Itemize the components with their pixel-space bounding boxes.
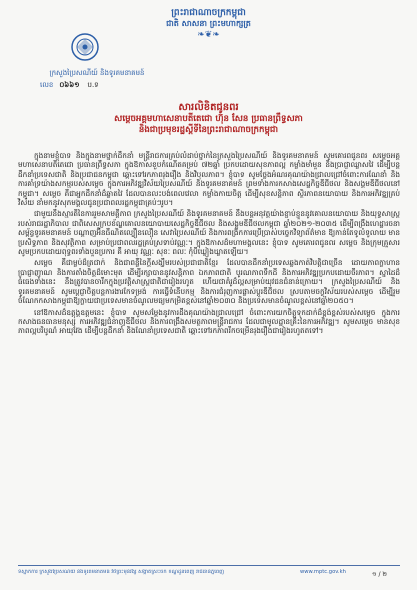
letter-body: [18, 151, 400, 338]
kingdom-title: ព្រះរាជាណាចក្រកម្ពុជា: [171, 8, 246, 18]
ministry-name: ក្រសួងប្រៃសណីយ៍ និងទូរគមនាគមន៍: [49, 69, 145, 77]
reference-label: លេខ: [40, 81, 54, 89]
body-paragraph: ក្នុងនាមខ្ញុំបាទ និងក្នុងនាមថ្នាក់ដឹកនាំ មន្ត្រីរាជការគ្រប់លំដាប់ថ្នាក់នៃក្រសួងប្រៃសណីយ៍ និងទូរគមនាគមន៍ សូមគោរពជូនពរ សម្តេចអគ្គមហាសេនាបតីតេជោ ប្រធានព្រឹទ្ធសភា ក្នុងឱកាសខួបកំណើតគម្រប់ ៧២ឆ្នាំ ប្រកបដោយសុខភាពល្អ កម្លាំងមាំមួន និងប្រាជ្ញាឈ្លាសវៃ ដើម្បីបន្តដឹកនាំប្រទេសជាតិ និងប្រជាជនកម្ពុជា ឆ្ពោះទៅរកភាពរុងរឿង និងវិបុលភាព។ ខ្ញុំបាទ សូមថ្លែងអំណរគុណយ៉ាងជ្រាលជ្រៅចំពោះការណែនាំ និងការគាំទ្រយ៉ាងសកម្មរបស់សម្តេច ក្នុងការអភិវឌ្ឍវិស័យប្រៃសណីយ៍ និងទូរគមនាគមន៍ ព្រមទាំងការកសាងសេដ្ឋកិច្ចឌីជីថល និងសង្គមឌីជីថលនៅកម្ពុជា។ សម្តេច គឺជាអ្នកដឹកនាំដ៏ឆ្លាតវៃ ដែលបានលះបង់ពេលវេលា កម្លាំងកាយចិត្ត ដើម្បីសុខសន្តិភាព ស្ថិរភាពនយោបាយ និងការអភិវឌ្ឍគ្រប់វិស័យ នាំមកនូវសុភមង្គលជូនប្រជាពលរដ្ឋកម្ពុជាគ្រប់ៗរូប។: [18, 151, 400, 208]
title-recipient-role: និងជាប្រមុខរដ្ឋស្តីទីនៃព្រះរាជាណាចក្រកម្ពុជា: [138, 125, 279, 135]
ministry-logo-icon: [70, 32, 100, 62]
reference-value: ០៦៦១: [59, 81, 80, 89]
body-paragraph: ជាមួយនឹងស្មារតីនៃការរួមសាមគ្គីភាព ក្រសួងប្រៃសណីយ៍ និងទូរគមនាគមន៍ នឹងបន្តអនុវត្តយ៉ាងខ្ជាប់ខ្ជួននូវគោលនយោបាយ និងយុទ្ធសាស្ត្ររបស់រាជរដ្ឋាភិបាល ជាពិសេសក្របខ័ណ្ឌគោលនយោបាយសេដ្ឋកិច្ចឌីជីថល និងសង្គមឌីជីថលកម្ពុជា ឆ្នាំ២០២១-២០៣៥ ដើម្បីពង្រឹងហេដ្ឋារចនាសម្ព័ន្ធទូរគមនាគមន៍ បណ្តាញអ៊ីនធឺណិតល្បឿនលឿន សេវាប្រៃសណីយ៍ និងការពង្រីកការប្រើប្រាស់បច្ចេកវិទ្យាព័ត៌មាន ឱ្យកាន់តែទូលំទូលាយ មានប្រសិទ្ធភាព និងសុវត្ថិភាព សម្រាប់ប្រជាពលរដ្ឋគ្រប់ស្រទាប់វណ្ណៈ។ ក្នុងឱកាសដ៏មហាមង្គលនេះ ខ្ញុំបាទ សូមគោរពជូនពរ សម្តេច និងក្រុមគ្រួសារ សូមប្រកបដោយពុទ្ធពរទាំងបួនប្រការ គឺ អាយុ វណ្ណៈ សុខៈ ពលៈ កុំបីឃ្លៀងឃ្លាតឡើយ។: [18, 209, 400, 257]
body-paragraph: នៅឱកាសដ៏ឧត្តុង្គឧត្តមនេះ ខ្ញុំបាទ សូមសម្តែងនូវការដឹងគុណយ៉ាងជ្រាលជ្រៅ ចំពោះការយកចិត្តទុកដាក់ដ៏ខ្ពង់ខ្ពស់របស់សម្តេច ក្នុងការកសាងធនធានមនុស្ស ការអភិវឌ្ឍជំនាញឌីជីថល និងការពង្រឹងសមត្ថភាពមន្ត្រីរាជការ ដែលជាមូលដ្ឋានគ្រឹះនៃការអភិវឌ្ឍ។ សូមសម្តេច មានសុខភាពល្អបរិបូណ៌ អាយុវែង ដើម្បីបន្តដឹកនាំ និងណែនាំប្រទេសជាតិ ឆ្ពោះទៅរកភាពរីកចម្រើនរុងរឿងជារៀងរហូតតទៅ។: [18, 307, 400, 336]
national-motto: ជាតិ សាសនា ព្រះមហាក្សត្រ: [166, 19, 251, 28]
ornament-divider: ❧❦❧: [197, 30, 220, 40]
reference-number: [40, 81, 99, 91]
footer-divider: [18, 565, 400, 566]
footer-address: ទីស្នាក់ការ ក្រសួងប្រៃសណីយ៍ និងទូរគមនាគមន៍ វិថីព្រះមុនីវង្ស សង្កាត់ស្រះចក ខណ្ឌដូនពេញ រាជធានីភ្នំពេញ: [18, 569, 225, 575]
title-main: សារលិខិតជូនពរ: [178, 102, 239, 113]
reference-suffix: ប.ទ: [87, 81, 99, 89]
letterhead: [0, 8, 417, 40]
letter-title: [0, 101, 417, 136]
title-recipient: សម្តេចអគ្គមហាសេនាបតីតេជោ ហ៊ុន សែន ប្រធានព្រឹទ្ធសភា: [114, 114, 303, 124]
footer-website[interactable]: www.mptc.gov.kh: [300, 569, 346, 575]
page-number: ១ / ២: [372, 571, 387, 578]
body-paragraph: សម្តេច គឺជាម្លប់ដ៏ត្រជាក់ និងជាពន្លឺនៃក្តីសង្ឃឹមរបស់ប្រជាជាតិខ្មែរ ដែលបានដឹកនាំប្រទេសឆ្លងកាត់វិបត្តិជាច្រើន ដោយភាពក្លាហាន ប្រាជ្ញាញាណ និងការតាំងចិត្តដ៏មោះមុត ដើម្បីរក្សាបាននូវសន្តិភាព ឯកភាពជាតិ បូរណភាពទឹកដី និងការអភិវឌ្ឍប្រកបដោយចីរភាព។ ស្នាដៃដ៏ធំធេងទាំងនេះ នឹងត្រូវបានចារឹកក្នុងប្រវត្តិសាស្ត្រជាតិជារៀងរហូត ហើយជាគំរូដ៏ល្អសម្រាប់យុវជនជំនាន់ក្រោយ។ ក្រសួងប្រៃសណីយ៍ និងទូរគមនាគមន៍ សូមប្តេជ្ញាចិត្តបន្តការងារកែទម្រង់ ការធ្វើទំនើបកម្ម និងការជំរុញការផ្លាស់ប្តូរឌីជីថល ស្របតាមចក្ខុវិស័យរបស់សម្តេច ដើម្បីរួមចំណែកកសាងកម្ពុជាឱ្យក្លាយជាប្រទេសមានចំណូលមធ្យមកម្រិតខ្ពស់នៅឆ្នាំ២០៣០ និងប្រទេសមានចំណូលខ្ពស់នៅឆ្នាំ២០៥០។: [18, 258, 400, 306]
